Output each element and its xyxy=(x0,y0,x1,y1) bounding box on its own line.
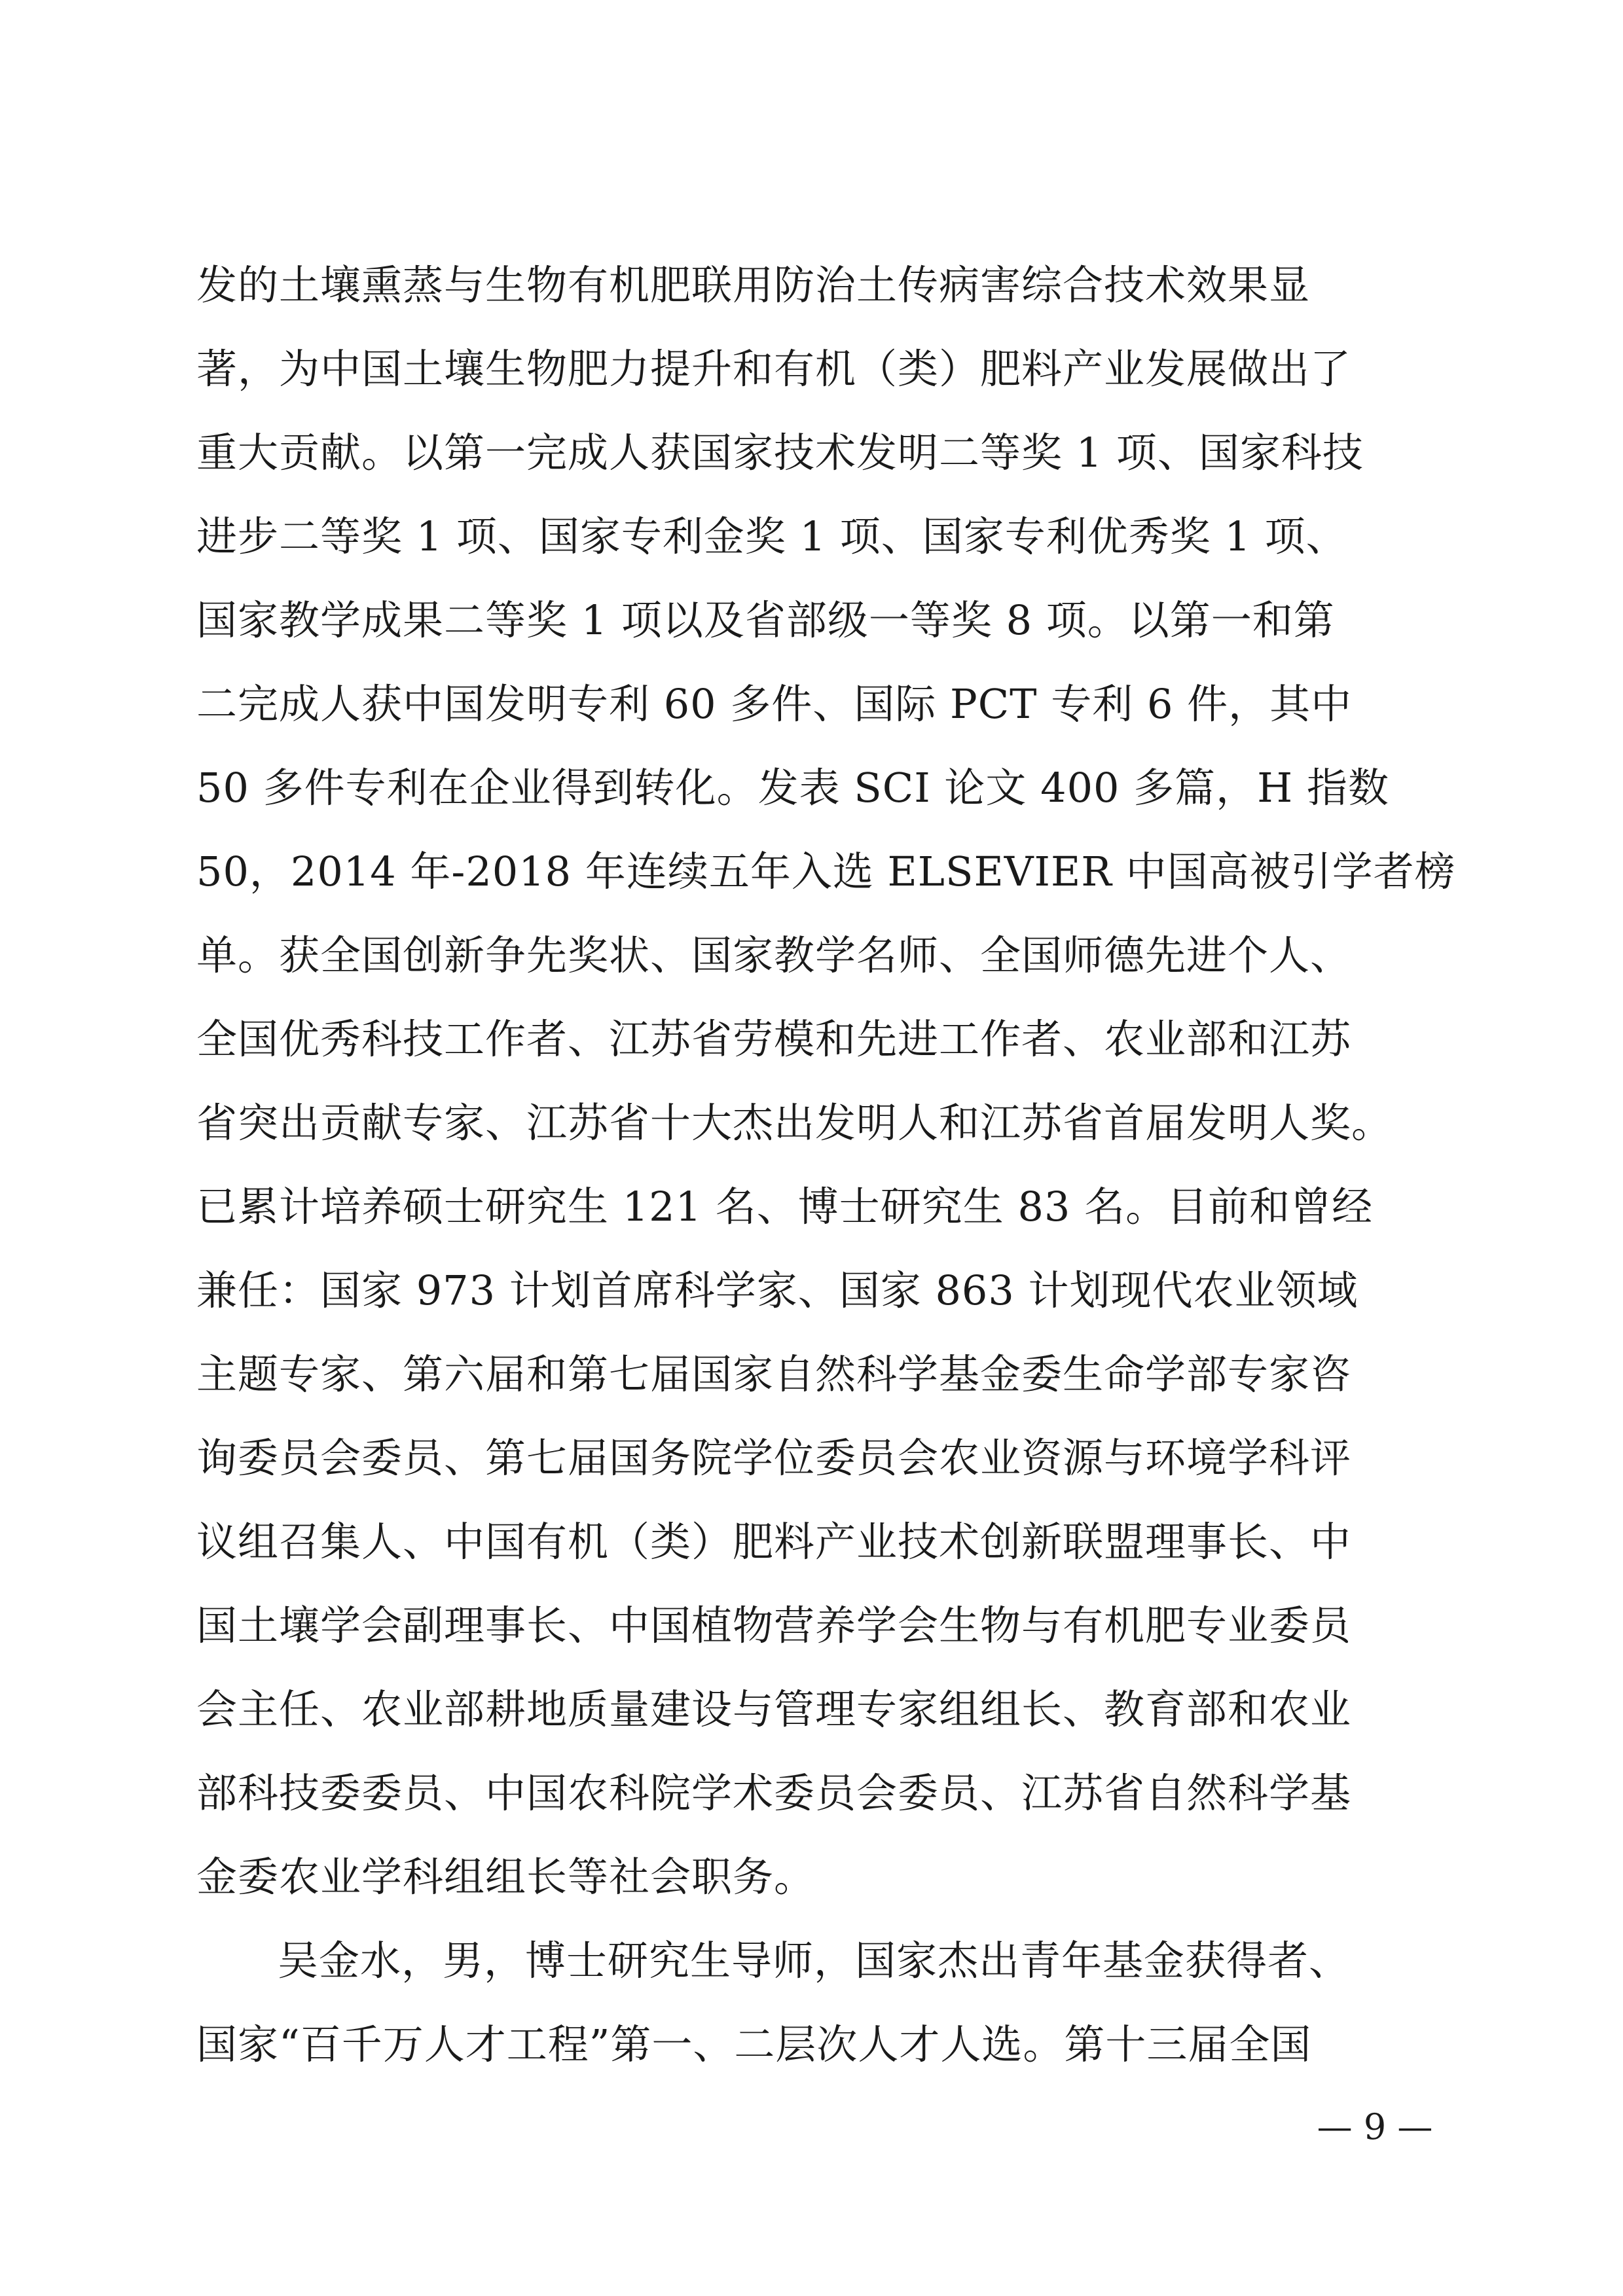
text-line: 会主任、农业部耕地质量建设与管理专家组组长、教育部和农业 xyxy=(196,1685,1352,1733)
text-line: 著，为中国土壤生物肥力提升和有机（类）肥料产业发展做出了 xyxy=(196,345,1352,393)
text-line: 进步二等奖 1 项、国家专利金奖 1 项、国家专利优秀奖 1 项、 xyxy=(196,512,1347,560)
text-line: 主题专家、第六届和第七届国家自然科学基金委生命学部专家咨 xyxy=(196,1350,1352,1398)
text-line: 重大贡献。以第一完成人获国家技术发明二等奖 1 项、国家科技 xyxy=(196,429,1364,476)
text-line: 国土壤学会副理事长、中国植物营养学会生物与有机肥专业委员 xyxy=(196,1602,1352,1649)
text-line: 国家教学成果二等奖 1 项以及省部级一等奖 8 项。以第一和第 xyxy=(196,596,1335,644)
text-line: 已累计培养硕士研究生 121 名、博士研究生 83 名。目前和曾经 xyxy=(196,1183,1374,1230)
text-line: 单。获全国创新争先奖状、国家教学名师、全国师德先进个人、 xyxy=(196,931,1352,979)
text-line: 二完成人获中国发明专利 60 多件、国际 PCT 专利 6 件，其中 xyxy=(196,680,1353,728)
page-number: — 9 — xyxy=(1317,2106,1433,2147)
text-line: 50 多件专利在企业得到转化。发表 SCI 论文 400 多篇，H 指数 xyxy=(196,764,1389,812)
text-line: 金委农业学科组组长等社会职务。 xyxy=(196,1853,816,1901)
paragraph-start-line: 吴金水，男，博士研究生导师，国家杰出青年基金获得者、 xyxy=(278,1937,1351,1984)
text-line: 发的土壤熏蒸与生物有机肥联用防治土传病害综合技术效果显 xyxy=(196,261,1311,309)
text-line: 兼任：国家 973 计划首席科学家、国家 863 计划现代农业领域 xyxy=(196,1266,1359,1314)
text-line: 50，2014 年-2018 年连续五年入选 ELSEVIER 中国高被引学者榜 xyxy=(196,848,1456,895)
text-line: 全国优秀科技工作者、江苏省劳模和先进工作者、农业部和江苏 xyxy=(196,1015,1352,1063)
body-text xyxy=(196,243,1456,2087)
text-line: 省突出贡献专家、江苏省十大杰出发明人和江苏省首届发明人奖。 xyxy=(196,1099,1393,1147)
text-line: 询委员会委员、第七届国务院学位委员会农业资源与环境学科评 xyxy=(196,1434,1352,1482)
text-line: 部科技委委员、中国农科院学术委员会委员、江苏省自然科学基 xyxy=(196,1769,1352,1817)
text-line: 国家“百千万人才工程”第一、二层次人才人选。第十三届全国 xyxy=(196,2020,1312,2068)
text-line: 议组召集人、中国有机（类）肥料产业技术创新联盟理事长、中 xyxy=(196,1518,1352,1566)
